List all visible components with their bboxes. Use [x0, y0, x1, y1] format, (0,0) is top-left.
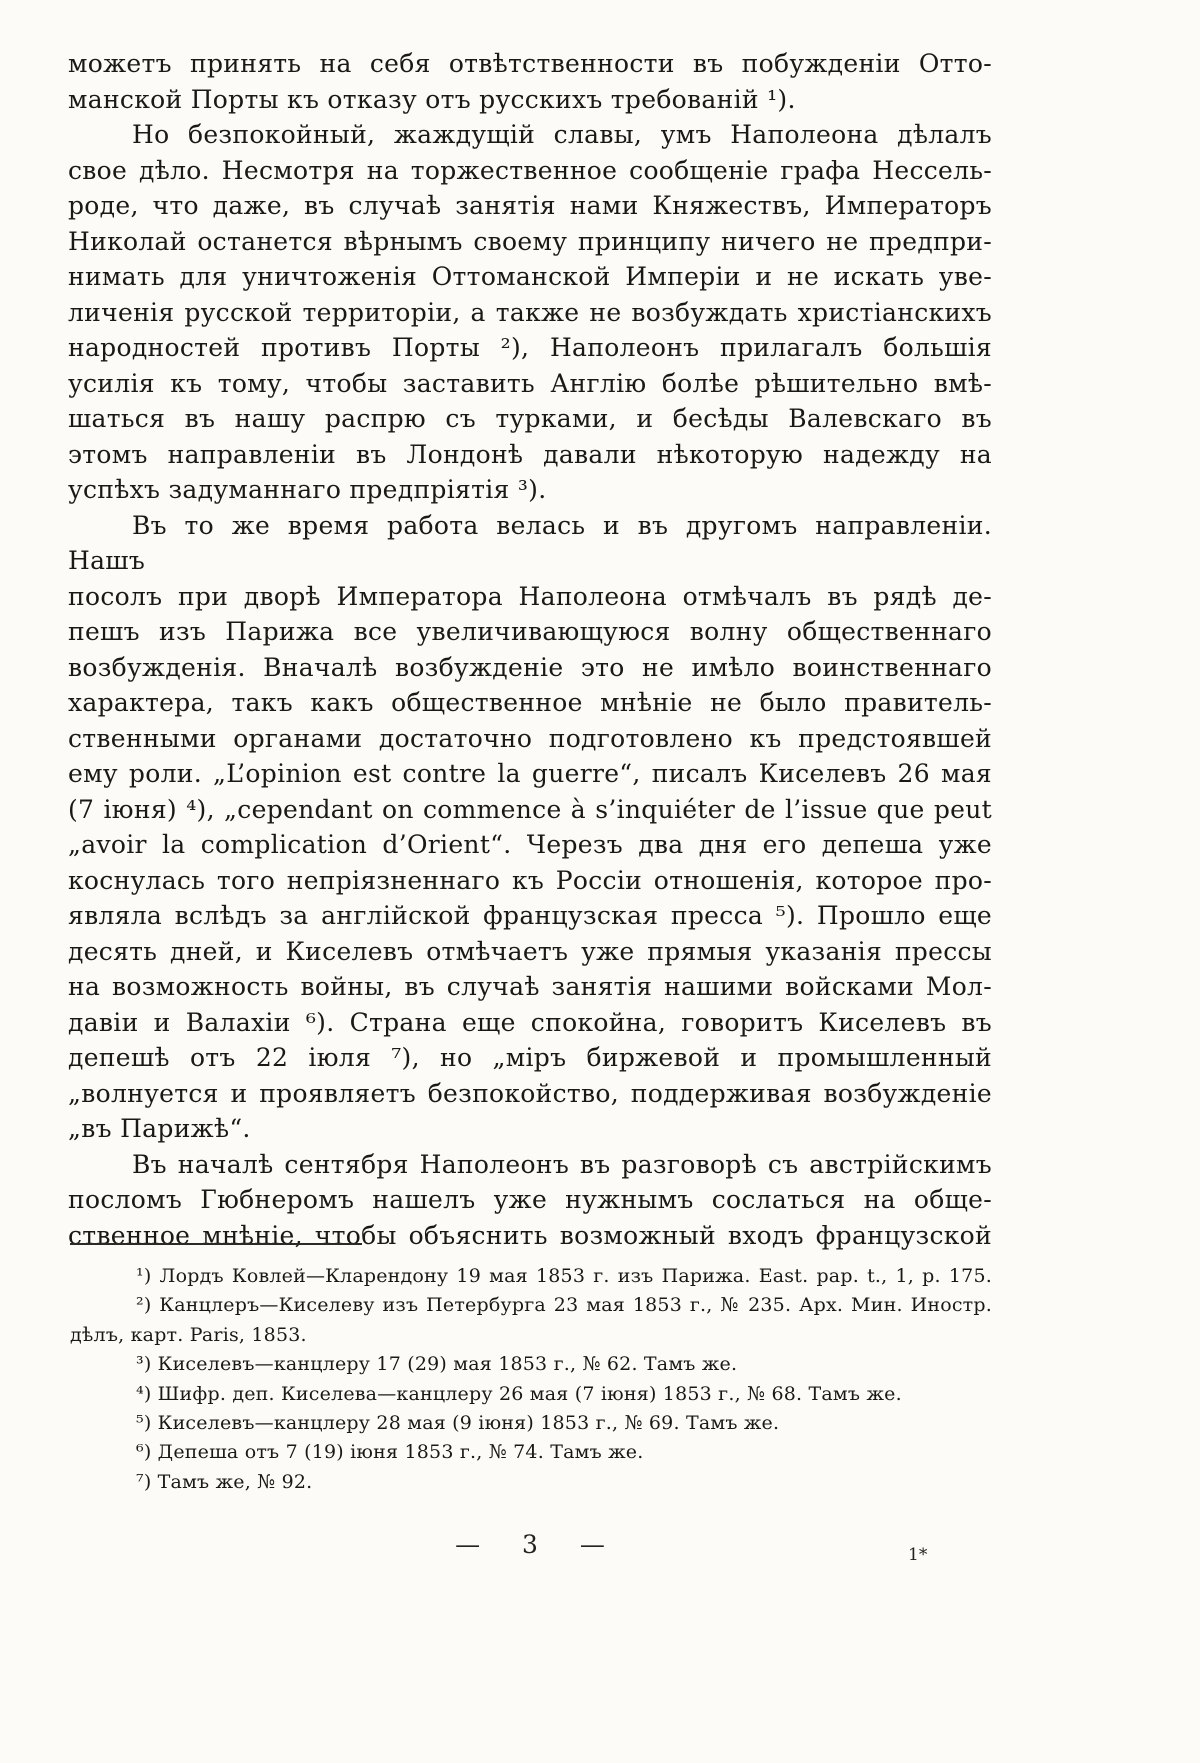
footnote-line: ¹) Лордъ Ковлей—Кларендону 19 мая 1853 г. изъ Парижа. East. pap. t., 1, p. 175.	[136, 1265, 992, 1287]
body-line: ему роли. „L’opinion est contre la guerre“, писалъ Киселевъ 26 мая	[68, 759, 992, 788]
body-line: на возможность войны, въ случаѣ занятія нашими войсками Мол-	[68, 972, 992, 1001]
footnote-line: ⁶) Депеша отъ 7 (19) іюня 1853 г., № 74. Тамъ же.	[136, 1441, 644, 1464]
body-line: „волнуется и проявляетъ безпокойство, поддерживая возбужденіе	[68, 1078, 992, 1108]
body-text	[68, 46, 992, 1253]
footnotes	[70, 1262, 992, 1497]
body-line: десять дней, и Киселевъ отмѣчаетъ уже прямыя указанія прессы	[68, 936, 992, 966]
body-line: посломъ Гюбнеромъ нашелъ уже нужнымъ сослаться на обще-	[68, 1185, 992, 1214]
page-number: — 3 —	[455, 1530, 605, 1559]
body-line: нимать для уничтоженія Оттоманской Имперіи и не искать уве-	[68, 262, 992, 291]
footnote-line: ⁴) Шифр. деп. Киселева—канцлеру 26 мая (7 іюня) 1853 г., № 68. Тамъ же.	[136, 1382, 902, 1405]
body-line: манской Порты къ отказу отъ русскихъ требованій ¹).	[68, 84, 796, 114]
footnote-separator	[70, 1243, 362, 1245]
body-line: Но безпокойный, жаждущій славы, умъ Наполеона дѣлалъ	[132, 120, 992, 149]
body-line: шаться въ нашу распрю съ турками, и бесѣды Валевскаго въ	[68, 404, 992, 433]
body-line: депешѣ отъ 22 іюля ⁷), но „міръ биржевой и промышленный	[68, 1043, 992, 1072]
body-line: роде, что даже, въ случаѣ занятія нами Княжествъ, Императоръ	[68, 191, 992, 220]
body-line: личенія русской территоріи, а также не возбуждать христіанскихъ	[68, 297, 992, 327]
body-line: „avoir la complication d’Orient“. Черезъ два дня его депеша уже	[68, 830, 992, 859]
body-line: характера, такъ какъ общественное мнѣніе не было правитель-	[68, 688, 992, 717]
footnote-line: ³) Киселевъ—канцлеру 17 (29) мая 1853 г., № 62. Тамъ же.	[136, 1353, 738, 1376]
body-line: (7 іюня) ⁴), „cependant on commence à s’inquiéter de l’issue que peut	[68, 794, 992, 824]
body-line: являла вслѣдъ за англійской французская пресса ⁵). Прошло еще	[68, 901, 992, 930]
footnote-line: ²) Канцлеръ—Киселеву изъ Петербурга 23 мая 1853 г., № 235. Арх. Мин. Иностр.	[136, 1294, 992, 1317]
body-line: посолъ при дворѣ Императора Наполеона отмѣчалъ въ рядѣ де-	[68, 581, 992, 611]
body-line: свое дѣло. Несмотря на торжественное сообщеніе графа Нессель-	[68, 155, 992, 185]
body-line: коснулась того непріязненнаго къ Россіи отношенія, которое про-	[68, 865, 992, 895]
body-line: этомъ направленіи въ Лондонѣ давали нѣкоторую надежду на	[68, 439, 992, 469]
body-line: ственными органами достаточно подготовлено къ предстоявшей	[68, 723, 992, 753]
printer-signature-mark: 1*	[908, 1545, 928, 1565]
body-line: успѣхъ задуманнаго предпріятія ³).	[68, 475, 547, 504]
body-line: усилія къ тому, чтобы заставить Англію болѣе рѣшительно вмѣ-	[68, 368, 992, 398]
footnote-line: ⁵) Киселевъ—канцлеру 28 мая (9 іюня) 1853 г., № 69. Тамъ же.	[136, 1412, 780, 1435]
body-line: возбужденія. Вначалѣ возбужденіе это не имѣло воинственнаго	[68, 652, 992, 682]
body-line: „въ Парижѣ“.	[68, 1114, 251, 1143]
body-line: Въ то же время работа велась и въ другомъ направленіи. Нашъ	[68, 510, 992, 575]
body-line: можетъ принять на себя отвѣтственности въ побужденіи Отто-	[68, 49, 992, 78]
footnote-line: дѣлъ, карт. Paris, 1853.	[70, 1323, 307, 1346]
body-line: давіи и Валахіи ⁶). Страна еще спокойна, говоритъ Киселевъ въ	[68, 1007, 992, 1037]
footnote-line: ⁷) Тамъ же, № 92.	[136, 1470, 313, 1493]
body-line: народностей противъ Порты ²), Наполеонъ прилагалъ большія	[68, 333, 992, 362]
body-line: пешъ изъ Парижа все увеличивающуюся волну общественнаго	[68, 617, 992, 646]
body-line: Николай останется вѣрнымъ своему принципу ничего не предпри-	[68, 226, 992, 256]
body-line: ственное мнѣніе, чтобы объяснить возможный входъ французской	[68, 1220, 992, 1250]
body-line: Въ началѣ сентября Наполеонъ въ разговорѣ съ австрійскимъ	[132, 1149, 992, 1179]
